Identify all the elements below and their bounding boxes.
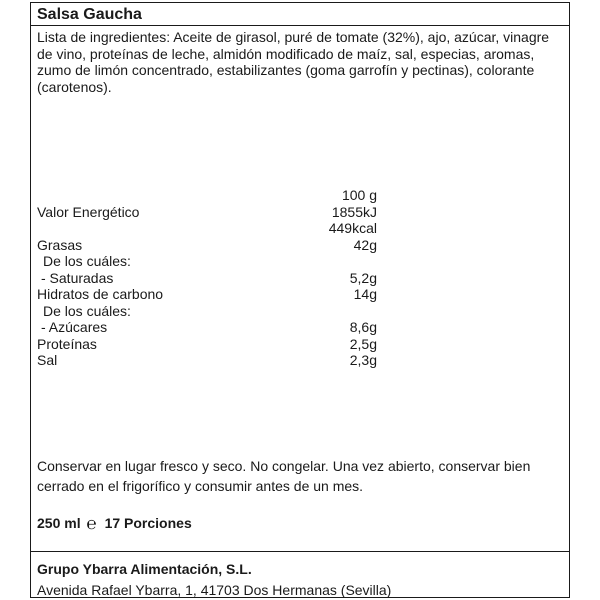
ingredients-list: Lista de ingredientes: Aceite de girasol, puré de tomate (32%), ajo, azúcar, vinagre de vino, proteínas de leche, almidón modificado de maíz, sal, especias, aromas, zumo de limón concentrado, estabilizantes (goma garrofín y pectinas), colorante (carotenos). <box>37 29 550 95</box>
nutrient-name: Proteínas <box>37 335 97 352</box>
nutrient-value: 1855kJ <box>331 203 377 220</box>
nutrient-value: 8,6g <box>349 319 377 335</box>
nutrition-row <box>37 286 377 303</box>
nutrition-row <box>37 352 377 369</box>
nutrient-name: Hidratos de carbono <box>37 286 164 302</box>
nutrient-name: De los cuáles: <box>43 302 131 319</box>
nutrition-row <box>37 319 377 336</box>
nutrient-name: Sal <box>37 352 58 368</box>
nutrition-row <box>37 220 377 237</box>
nutrition-table <box>37 187 377 369</box>
divider <box>31 551 569 552</box>
company-name: Grupo Ybarra Alimentación, S.L. <box>37 561 252 577</box>
product-label <box>30 2 570 598</box>
nutrient-value: 14g <box>353 286 377 302</box>
nutrition-row <box>37 204 377 221</box>
storage-instructions: Conservar en lugar fresco y seco. No congelar. Una vez abierto, conservar bien cerrado en el frigorífico y consumir antes de un mes. <box>37 458 531 494</box>
nutrient-name: Valor Energético <box>37 203 140 220</box>
nutrition-row <box>37 336 377 353</box>
product-title: Salsa Gaucha <box>37 6 142 23</box>
nutrient-name: - Azúcares <box>41 319 108 335</box>
divider <box>31 25 569 26</box>
portions: 17 Porciones <box>104 515 192 531</box>
estimated-sign-icon: ℮ <box>86 514 97 533</box>
nutrition-row <box>37 253 377 270</box>
nutrition-header-row <box>37 187 377 204</box>
nutrient-value: 42g <box>353 236 377 253</box>
nutrition-row <box>37 237 377 254</box>
nutrient-value: 5,2g <box>349 269 377 286</box>
nutrition-row <box>37 270 377 287</box>
nutrient-name: Grasas <box>37 236 83 253</box>
nutrient-name: - Saturadas <box>41 269 114 286</box>
nutrient-value: 2,3g <box>349 352 377 368</box>
nutrient-name: De los cuáles: <box>43 253 131 269</box>
nutrient-value: 2,5g <box>349 335 377 352</box>
package-size <box>37 514 192 534</box>
company-address: Avenida Rafael Ybarra, 1, 41703 Dos Hermanas (Sevilla) <box>37 582 392 598</box>
nutrient-value: 449kcal <box>328 220 377 236</box>
net-volume: 250 ml <box>37 515 81 531</box>
nutrition-row <box>37 303 377 320</box>
nutrition-header: 100 g <box>341 187 377 203</box>
